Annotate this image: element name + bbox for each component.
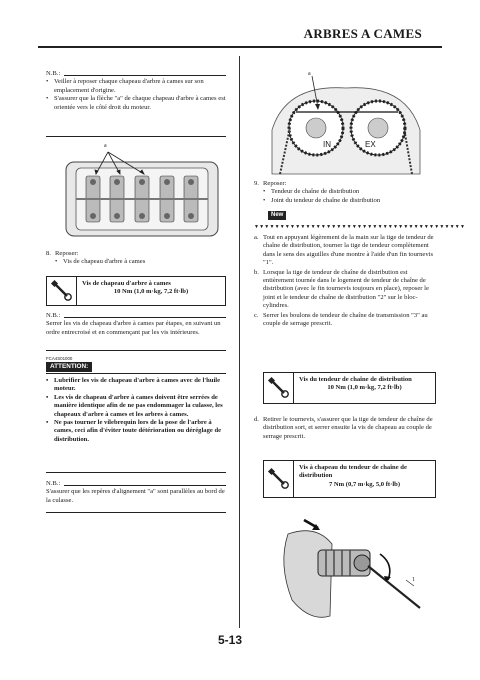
note-3-top-rule [64, 485, 226, 486]
torque-2-name: Vis du tendeur de chaîne de distribution [299, 376, 412, 383]
figure-label-a: a [104, 143, 107, 149]
tensioner-figure [270, 504, 430, 622]
label-exhaust: EX [365, 140, 376, 149]
column-divider [239, 56, 240, 628]
step-8-bullet: Vis de chapeau d'arbre à cames [63, 258, 146, 266]
note-1-bottom-rule [46, 136, 226, 137]
step-8-number: 8. [46, 250, 51, 257]
torque-box-2 [263, 372, 436, 404]
note-2 [46, 312, 226, 337]
note-1 [46, 70, 226, 112]
torque-wrench-icon [264, 461, 294, 497]
note-3-label: N.B.: [46, 480, 61, 487]
torque-1-value: 10 Nm (1,0 m·kg, 7,2 ft·lb) [113, 288, 189, 296]
torque-2-value: 10 Nm (1,0 m·kg, 7,2 ft·lb) [327, 384, 402, 392]
cylinder-head-figure [62, 142, 222, 242]
cam-sprockets-illustration [266, 70, 426, 174]
note-1-label: N.B.: [46, 70, 61, 77]
list-item: • Lubrifier les vis de chapeau d'arbre à cames avec de l'huile moteur. [46, 377, 221, 393]
tensioner-illustration [270, 504, 430, 622]
list-item: b. Lorsque la tige de tendeur de chaîne de distribution est entièrement tournée dans le logement de tendeur de chaîne de distribution (avec le fin tournevis toujours en place), reposer le joint et le tendeur de chaîne de distribution "2" sur le bloc-cylindres. [254, 268, 429, 310]
new-part-badge: New [268, 211, 286, 220]
torque-wrench-icon [47, 277, 77, 305]
list-item: • Les vis de chapeau d'arbre à cames doivent être serrées de manière identique afin de ne pas endommager la culasse, les chapeaux d'arbre à cames et les arbres à cames. [46, 393, 223, 418]
step-9-verb: Reposer: [263, 180, 287, 187]
torque-1-name: Vis de chapeau d'arbre à cames [82, 280, 171, 287]
list-item: d. Retirer le tournevis, s'assurer que la tige de tendeur de chaîne de distribution sort, et serrer ensuite la vis de chapeau au couple de serrage prescrit. [254, 416, 433, 440]
note-2-text: Serrer les vis de chapeau d'arbre à cames par étapes, en suivant un ordre entrecroisé et en commençant par les vis intérieures. [46, 320, 221, 336]
note-2-bottom-rule [46, 350, 226, 351]
note-3 [46, 480, 226, 505]
label-intake: IN [323, 140, 331, 149]
step-8-verb: Reposer: [55, 250, 79, 257]
cylinder-head-illustration [62, 142, 222, 242]
torque-3-value: 7 Nm (0,7 m·kg, 5,0 ft·lb) [328, 480, 401, 488]
torque-3-name: Vis à chapeau du tendeur de chaîne de distribution [299, 464, 407, 480]
list-item: a. Tout en appuyant légèrement de la main sur la tige de tendeur de chaîne de distribution, tourner la tige de tendeur complètement dans le sens des aiguilles d'une montre à l'aide d'un fin tournevis "1". [254, 234, 434, 267]
attention-list [46, 377, 226, 444]
figure-label-a: a [308, 71, 311, 77]
reference-code: FCA4S01000 [46, 356, 73, 361]
note-2-label: N.B.: [46, 312, 61, 319]
torque-box-1 [46, 276, 226, 306]
torque-wrench-icon [264, 373, 294, 403]
note-3-text: S'assurer que les repères d'alignement "a" sont parallèles au bord de la culasse. [46, 488, 225, 504]
list-item: • Ne pas tourner le vilebrequin lors de la pose de l'arbre à cames, ceci afin d'éviter toute détérioration ou déréglage de distribution. [46, 419, 222, 443]
list-item: • S'assurer que la flèche "a" de chaque chapeau d'arbre à cames est orientée vers le côté droit du moteur. [46, 95, 226, 111]
torque-box-3 [263, 460, 436, 498]
step-8: 8. Reposer: • Vis de chapeau d'arbre à cames [46, 250, 226, 267]
triangle-separator: ▼▼▼▼▼▼▼▼▼▼▼▼▼▼▼▼▼▼▼▼▼▼▼▼▼▼▼▼▼▼▼▼▼▼▼▼▼▼▼▼▼ [254, 225, 466, 230]
step-9: 9. Reposer: • Tendeur de chaîne de distribution • Joint du tendeur de chaîne de distribution [254, 180, 436, 205]
note-1-top-rule [64, 75, 226, 76]
header-rule [38, 46, 442, 48]
attention-label: ATTENTION: [46, 362, 92, 372]
page-number: 5-13 [218, 633, 243, 647]
step-9-number: 9. [254, 180, 259, 187]
attention-top-rule [46, 373, 226, 374]
list-item: c. Serrer les boulons de tendeur de chaîne de transmission "3" au couple de serrage prescrit. [254, 311, 428, 328]
note-2-top-rule [64, 317, 226, 318]
cam-sprockets-figure [266, 70, 426, 174]
page-title: ARBRES A CAMES [303, 26, 422, 41]
procedure-list [254, 234, 436, 328]
list-item: • Veiller à reposer chaque chapeau d'arbre à cames sur son emplacement d'origine. [46, 78, 204, 94]
note-3-bottom-rule [46, 512, 226, 513]
figure-label-1: 1 [412, 577, 415, 583]
attention-bottom-rule [46, 472, 226, 473]
